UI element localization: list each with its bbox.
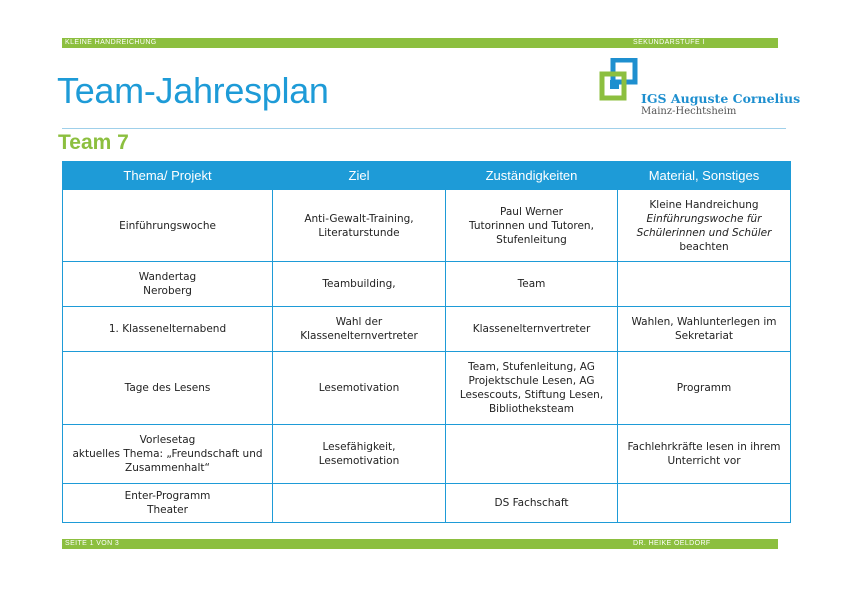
cell-line: Paul Werner	[500, 205, 563, 218]
team-subtitle: Team 7	[58, 131, 129, 154]
footer-author: DR. HEIKE OELDORF	[633, 540, 711, 547]
title-divider	[62, 128, 786, 129]
cell-line: Anti-Gewalt-Training,	[304, 212, 414, 225]
logo-school-place: Mainz-Hechtsheim	[641, 106, 737, 117]
header-left-text: KLEINE HANDREICHUNG	[65, 39, 157, 46]
cell-line: DS Fachschaft	[494, 497, 569, 509]
cell-line: Stufenleitung	[496, 233, 567, 246]
footer-page-number: SEITE 1 VON 3	[65, 540, 120, 547]
cell-line: Fachlehrkräfte lesen in ihrem	[627, 441, 781, 453]
cell-material	[618, 190, 791, 262]
table-row	[63, 425, 791, 484]
cell-line: Kleine Handreichung	[649, 198, 759, 211]
cell-line: Sekretariat	[674, 330, 734, 342]
cell-ziel	[273, 425, 446, 484]
annual-plan-table	[62, 161, 791, 523]
cell-thema	[63, 484, 273, 523]
cell-zustaendigkeiten	[446, 352, 618, 425]
cell-material	[618, 262, 791, 307]
cell-line: Team, Stufenleitung, AG	[468, 361, 595, 373]
cell-zustaendigkeiten	[446, 262, 618, 307]
cell-line: Tutorinnen und Tutoren,	[469, 219, 594, 232]
cell-line: Teambuilding,	[322, 278, 396, 290]
cell-line: Unterricht vor	[667, 455, 741, 467]
cell-ziel	[273, 484, 446, 523]
cell-line: Bibliotheksteam	[488, 403, 575, 415]
header-band	[62, 38, 778, 48]
page-title: Team-Jahresplan	[57, 70, 329, 111]
logo-school-name: IGS Auguste Cornelius	[641, 91, 801, 106]
cell-material	[618, 425, 791, 484]
cell-line: aktuelles Thema: „Freundschaft und	[72, 448, 263, 460]
cell-line: Einführungswoche für	[646, 212, 762, 225]
school-logo	[599, 58, 801, 120]
cell-line: Lesescouts, Stiftung Lesen,	[459, 389, 604, 401]
cell-line: Tage des Lesens	[124, 382, 211, 394]
cell-line: Zusammenhalt“	[125, 462, 210, 474]
cell-line: 1. Klassenelternabend	[108, 323, 227, 335]
cell-line: Einführungswoche	[119, 219, 216, 232]
cell-zustaendigkeiten	[446, 190, 618, 262]
footer-band	[62, 539, 778, 549]
cell-material	[618, 352, 791, 425]
header-right-text: SEKUNDARSTUFE I	[633, 39, 705, 46]
cell-line: Vorlesetag	[139, 434, 196, 446]
cell-thema	[63, 425, 273, 484]
cell-material	[618, 307, 791, 352]
cell-line: Lesefähigkeit,	[322, 441, 396, 453]
cell-line: Lesemotivation	[318, 382, 400, 394]
cell-line: Theater	[147, 504, 188, 516]
table-row	[63, 262, 791, 307]
column-header-zustaendigkeiten: Zuständigkeiten	[446, 162, 618, 190]
table-row	[63, 352, 791, 425]
cell-line: Lesemotivation	[318, 455, 400, 467]
cell-line: Wahlen, Wahlunterlegen im	[631, 316, 777, 328]
cell-ziel	[273, 262, 446, 307]
cell-material	[618, 484, 791, 523]
table-header-row	[63, 162, 791, 190]
cell-line: Literaturstunde	[318, 226, 400, 239]
school-logo-icon	[599, 58, 639, 104]
cell-ziel	[273, 190, 446, 262]
cell-ziel	[273, 352, 446, 425]
cell-line: Wahl der	[335, 316, 383, 328]
cell-thema	[63, 352, 273, 425]
cell-line: Klassenelternvertreter	[472, 323, 591, 335]
cell-zustaendigkeiten	[446, 307, 618, 352]
cell-line: beachten	[679, 240, 729, 253]
cell-zustaendigkeiten	[446, 425, 618, 484]
column-header-thema: Thema/ Projekt	[63, 162, 273, 190]
cell-line: Wandertag	[138, 271, 197, 283]
cell-ziel	[273, 307, 446, 352]
cell-thema	[63, 190, 273, 262]
column-header-ziel: Ziel	[273, 162, 446, 190]
cell-thema	[63, 307, 273, 352]
column-header-material: Material, Sonstiges	[618, 162, 791, 190]
table-row	[63, 190, 791, 262]
cell-line: Team	[517, 278, 546, 290]
cell-line: Klassenelternvertreter	[300, 330, 418, 342]
table-row	[63, 484, 791, 523]
cell-line: Neroberg	[143, 285, 192, 297]
cell-zustaendigkeiten	[446, 484, 618, 523]
cell-line: Programm	[676, 382, 732, 394]
cell-line: Enter-Programm	[124, 490, 211, 502]
cell-line: Projektschule Lesen, AG	[468, 375, 595, 387]
table-row	[63, 307, 791, 352]
cell-line: Schülerinnen und Schüler	[636, 226, 772, 239]
cell-thema	[63, 262, 273, 307]
